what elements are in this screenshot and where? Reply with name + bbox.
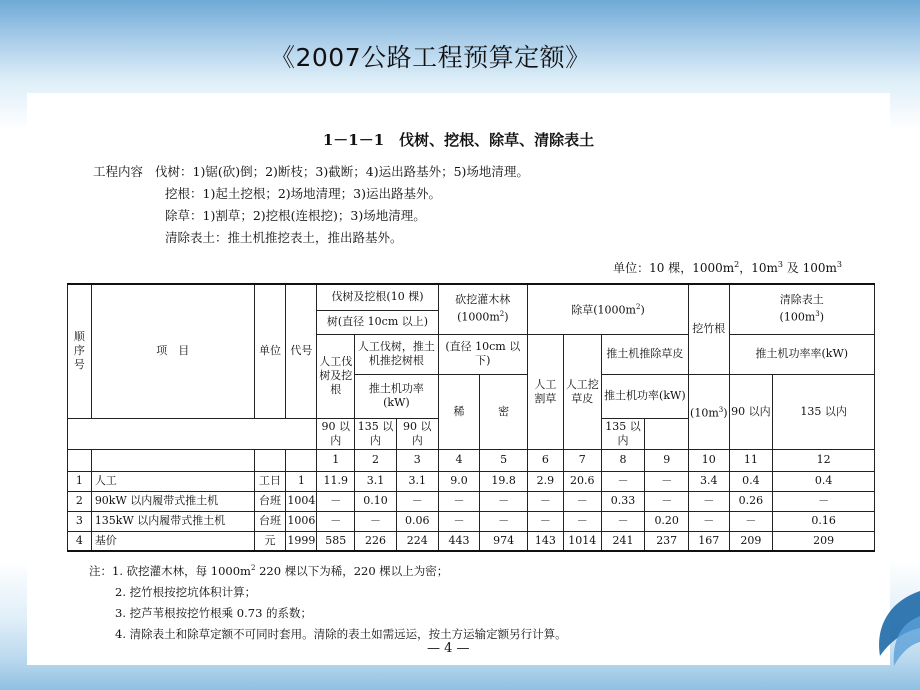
header-dozer-power: 推土机功率(kW) [355,374,438,418]
header-sparse: 稀 [438,374,480,449]
header-le135: 135 以内 [355,418,397,449]
note-2: 2. 挖竹根按挖坑体积计算； [115,584,257,599]
quota-table [67,283,875,552]
table-row: 4 基价 元 1999 585 226 224 443 974 143 1014 241 237 167 209 209 [68,531,875,551]
note-4: 4. 清除表土和除草定额不可同时套用。清除的表土如需远运，按土方运输定额另行计算。 [115,626,567,641]
header-manual-mow: 人工割草 [527,334,563,449]
header-le135-topsoil: 135 以内 [773,374,875,449]
header-fell-group: 伐树及挖根(10 棵) [317,284,438,310]
header-code: 代号 [286,284,317,418]
header-le90: 90 以内 [317,418,355,449]
document-scan [27,93,890,665]
decorative-swoosh-icon [870,586,920,676]
header-dozer-turf: 推土机推除草皮 [601,334,688,374]
header-topsoil-power: 推土机功率率(kW) [729,334,874,374]
table-row: 3 135kW 以内履带式推土机 台班 1006 － － 0.06 － － － － － 0.20 － － 0.16 [68,511,875,531]
work-content-line-1: 工程内容 伐树：1)锯(砍)倒；2)断枝；3)截断；4)运出路基外；5)场地清理。 [93,164,529,179]
section-title: 1－1－1 伐树、挖根、除草、清除表土 [322,131,595,149]
page-number: — 4 — [427,641,470,656]
work-content-line-2: 挖根：1)起土挖根；2)场地清理；3)运出路基外。 [165,186,441,201]
unit-line: 单位：10 棵，$1000m^2$，$10m^3$ 及 $100m^3$ [613,260,842,275]
table-row: 1 人工 工日 1 11.9 3.1 3.1 9.0 19.8 2.9 20.6 － － 3.4 0.4 0.4 [68,471,875,491]
header-le90-topsoil: 90 以内 [729,374,773,449]
work-content-line-4: 清除表土：推土机推挖表土，推出路基外。 [165,230,403,245]
header-fell-sub: 树(直径 10cm 以上) [317,310,438,334]
header-bamboo-unit: $(10m^3)$ [689,374,730,449]
table-row: 2 90kW 以内履带式推土机 台班 1004 － 0.10 － － － － － 0.33 － － 0.26 － [68,491,875,511]
header-seq: 顺序号 [68,284,92,418]
header-bamboo: 挖竹根 [689,284,730,374]
notes [89,558,567,645]
header-dense: 密 [480,374,528,449]
note-3: 3. 挖芦苇根按挖竹根乘 0.73 的系数； [115,605,313,620]
work-content-line-3: 除草：1)割草；2)挖根(连根挖)；3)场地清理。 [165,208,426,223]
header-blank [68,418,317,449]
work-content-label: 工程内容 [93,164,144,179]
work-content [93,161,529,249]
slide-title: 《2007公路工程预算定额》 [270,43,591,72]
header-dozer-power-2: 推土机功率(kW) [601,374,688,418]
header-le90-turf: 90 以内 [396,418,438,449]
header-manual-turf: 人工挖草皮 [563,334,601,449]
header-shrub-sub: (直径 10cm 以下) [438,334,527,374]
header-weed-group: 除草$(1000m^2)$ [527,284,688,334]
column-number-row: 1 2 3 4 5 6 7 8 9 10 11 12 [68,449,875,471]
header-unit: 单位 [254,284,286,418]
header-le135-turf: 135 以内 [601,418,645,449]
header-manual-fell: 人工伐树及挖根 [317,334,355,418]
header-item: 项 目 [91,284,254,418]
note-1: 注：1. 砍挖灌木林，每 $1000m^2$ 220 棵以下为稀，220 棵以上为密； [89,563,449,578]
header-manual-fell-machine: 人工伐树，推土机推挖树根 [355,334,438,374]
header-topsoil-group: 清除表土 $(100m^3)$ [729,284,874,334]
header-shrub-group: 砍挖灌木林 $(1000m^2)$ [438,284,527,334]
